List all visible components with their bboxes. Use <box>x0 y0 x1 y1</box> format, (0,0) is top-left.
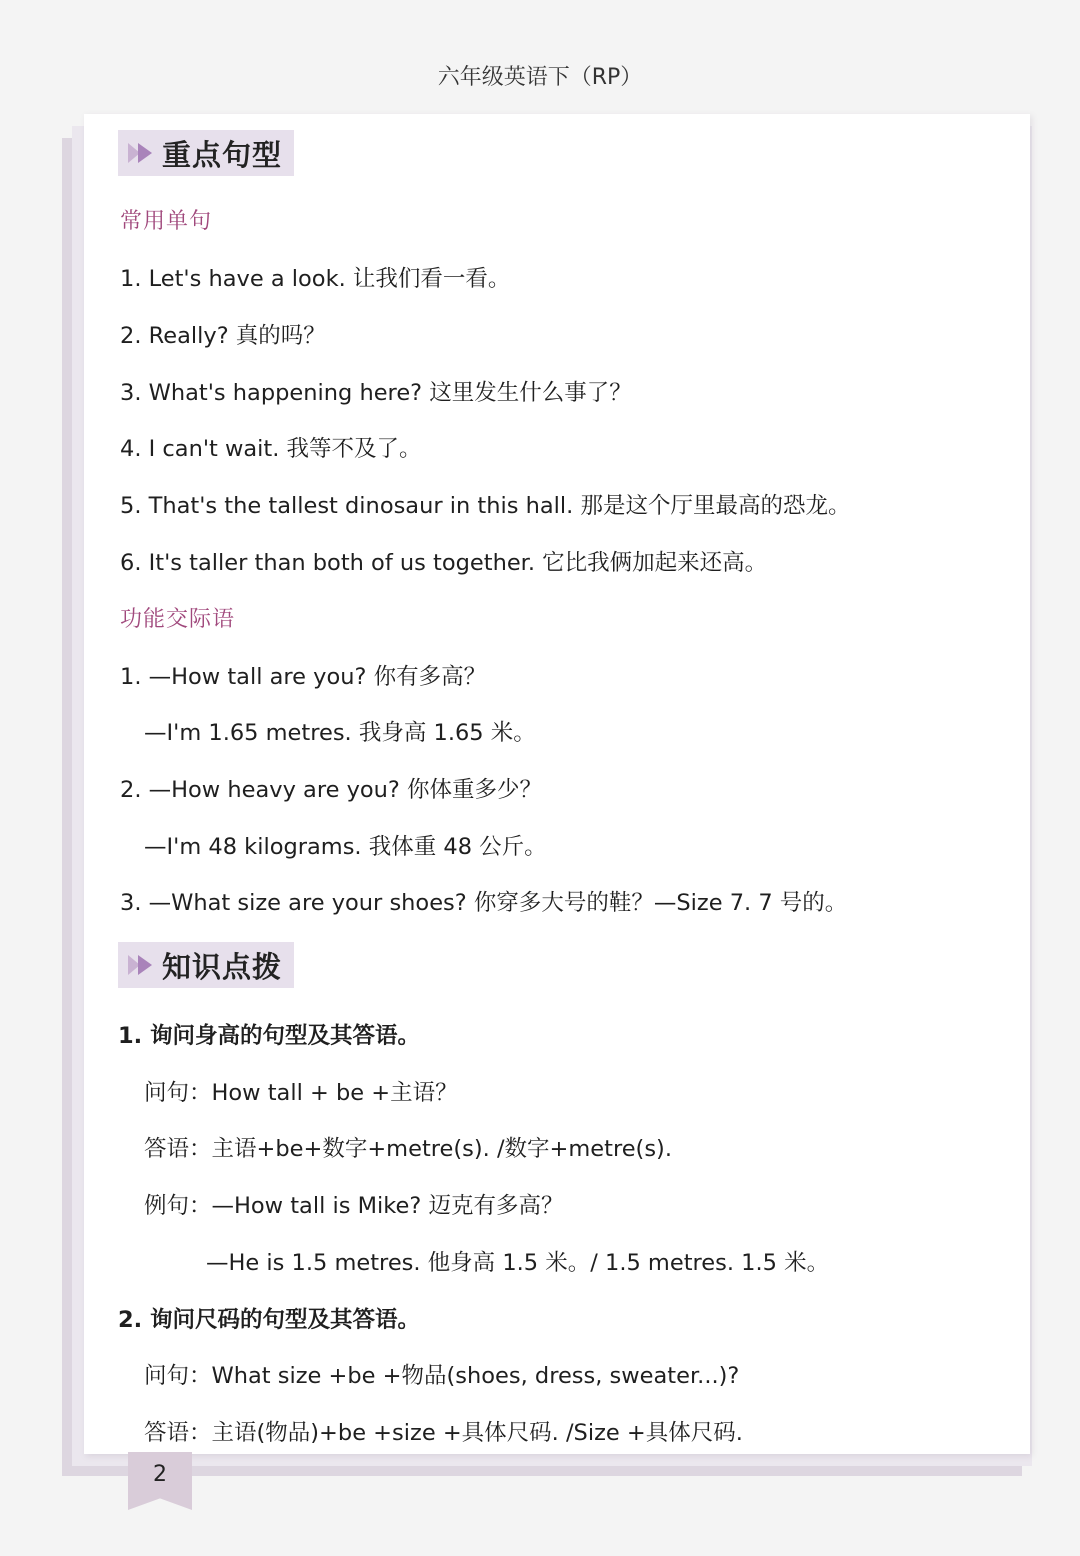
dialogue-line: —I'm 48 kilograms. 我体重 48 公斤。 <box>144 834 547 860</box>
subsection-title-common-sentences: 常用单句 <box>120 209 213 234</box>
knowledge-point-heading: 1. 询问身高的句型及其答语。 <box>118 1023 421 1049</box>
page-header: 六年级英语下（RP） <box>437 65 643 90</box>
double-arrow-icon <box>126 140 156 166</box>
section-title: 知识点拨 <box>162 949 283 984</box>
dialogue-line: —I'm 1.65 metres. 我身高 1.65 米。 <box>144 720 536 746</box>
pattern-line: —He is 1.5 metres. 他身高 1.5 米。/ 1.5 metres. 1.5 米。 <box>206 1250 830 1276</box>
sentence-line: 3. What's happening here? 这里发生什么事了？ <box>120 380 632 406</box>
pattern-line: 答语：主语+be+数字+metre(s). /数字+metre(s). <box>144 1136 672 1162</box>
dialogue-line: 3. —What size are your shoes? 你穿多大号的鞋？—Size 7. 7 号的。 <box>120 890 848 916</box>
dialogue-line: 2. —How heavy are you? 你体重多少？ <box>120 777 543 803</box>
double-arrow-icon <box>126 952 156 978</box>
section-title: 重点句型 <box>162 137 283 172</box>
knowledge-point-heading: 2. 询问尺码的句型及其答语。 <box>118 1307 421 1333</box>
page-number: 2 <box>153 1462 167 1487</box>
sentence-line: 1. Let's have a look. 让我们看一看。 <box>120 266 511 292</box>
subsection-title-functional-expressions: 功能交际语 <box>120 607 236 632</box>
sentence-line: 2. Really? 真的吗？ <box>120 323 326 349</box>
pattern-line: 例句：—How tall is Mike? 迈克有多高？ <box>144 1193 564 1219</box>
section-badge-knowledge-points <box>118 942 294 988</box>
dialogue-line: 1. —How tall are you? 你有多高？ <box>120 664 487 690</box>
pattern-line: 问句：How tall + be +主语？ <box>144 1080 458 1106</box>
sentence-line: 5. That's the tallest dinosaur in this hall. 那是这个厅里最高的恐龙。 <box>120 493 851 519</box>
pattern-line: 问句：What size +be +物品(shoes, dress, sweater...)? <box>144 1363 740 1389</box>
pattern-line: 答语：主语(物品)+be +size +具体尺码. /Size +具体尺码. <box>144 1420 743 1446</box>
sentence-line: 6. It's taller than both of us together. 它比我俩加起来还高。 <box>120 550 768 576</box>
sentence-line: 4. I can't wait. 我等不及了。 <box>120 436 422 462</box>
section-badge-key-sentences <box>118 130 294 176</box>
